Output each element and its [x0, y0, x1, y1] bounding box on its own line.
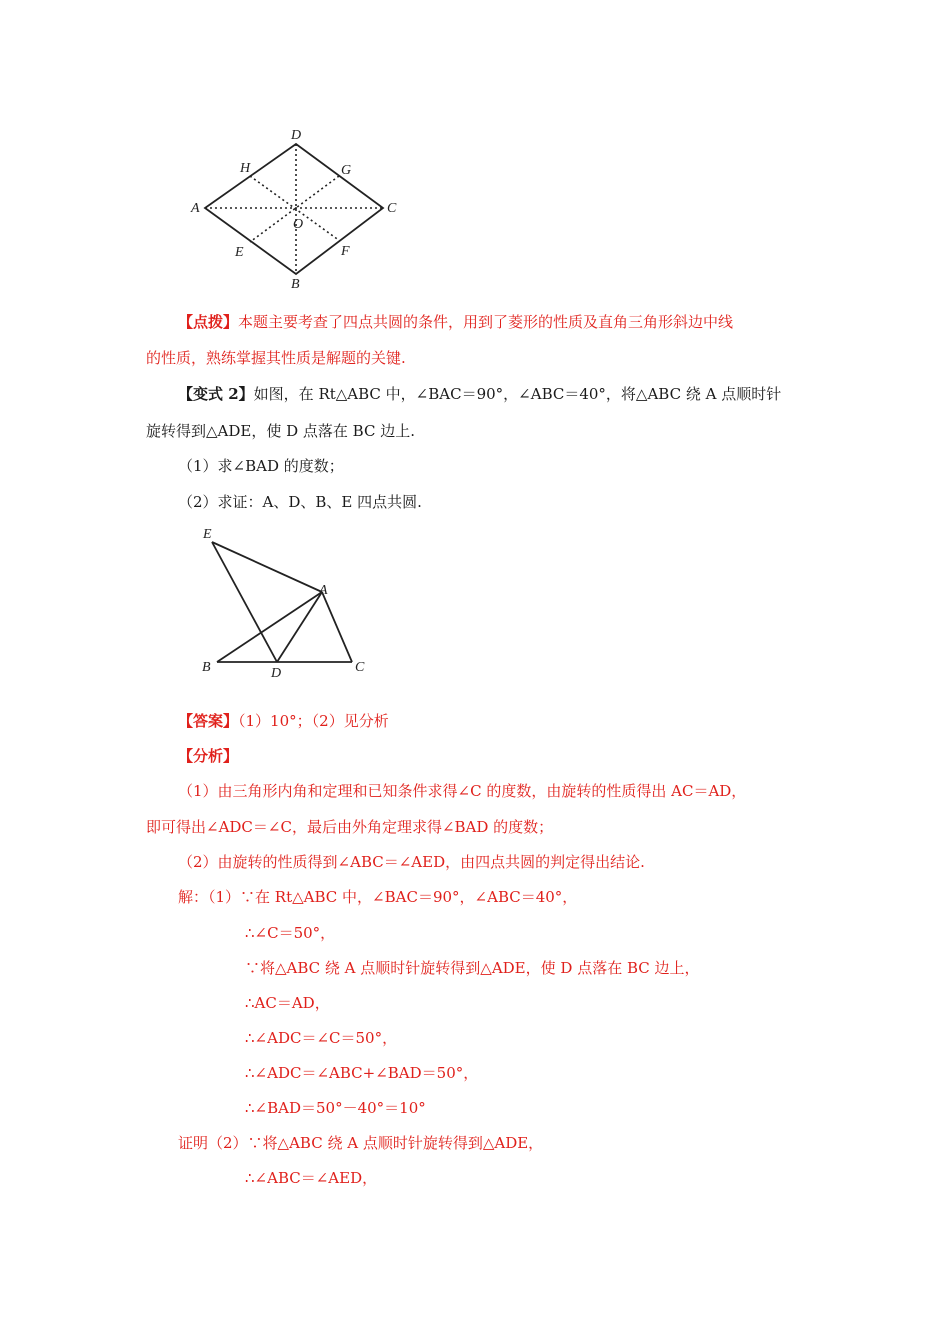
triangle-figure — [195, 522, 380, 684]
segment-AD — [277, 592, 322, 662]
label2-D: D — [271, 666, 282, 681]
proof-line-2: ∴∠ABC＝∠AED， — [245, 1169, 378, 1187]
rhombus-diagonals — [205, 144, 383, 274]
solution-line-1: 解：（1）∵在 Rt△ABC 中，∠BAC＝90°，∠ABC＝40°， — [178, 888, 578, 906]
label-F: F — [341, 244, 350, 259]
proof-line-1: 证明（2）∵将△ABC 绕 A 点顺时针旋转得到△ADE， — [178, 1134, 544, 1152]
label2-A: A — [319, 583, 328, 598]
hint-tag: 【点拨】 — [178, 313, 239, 331]
solution-line-5: ∴∠ADC＝∠C＝50°， — [245, 1029, 398, 1047]
label-G: G — [341, 163, 352, 178]
solution-line-7: ∴∠BAD＝50°－40°＝10° — [245, 1099, 426, 1117]
solution-line-6: ∴∠ADC＝∠ABC+∠BAD＝50°， — [245, 1064, 479, 1082]
question-2: （2）求证：A、D、B、E 四点共圆. — [178, 493, 422, 511]
label-A: A — [191, 201, 200, 216]
variant-text-1: 如图，在 Rt△ABC 中，∠BAC＝90°，∠ABC＝40°，将△ABC 绕 A 点顺时针 — [253, 385, 782, 403]
variant-tag: 【变式 2】 — [178, 385, 254, 403]
label2-C: C — [355, 660, 365, 675]
analysis-line-2: 即可得出∠ADC＝∠C，最后由外角定理求得∠BAD 的度数； — [146, 818, 554, 836]
answer-tag: 【答案】 — [178, 712, 239, 730]
solution-line-2: ∴∠C＝50°， — [245, 924, 336, 942]
segment-EA — [212, 542, 322, 592]
label-E: E — [235, 245, 244, 260]
label-B: B — [291, 277, 300, 292]
hint-text-1: 本题主要考查了四点共圆的条件，用到了菱形的性质及直角三角形斜边中线 — [238, 313, 734, 331]
label-D: D — [291, 128, 302, 143]
label-O: O — [293, 217, 304, 232]
solution-line-4: ∴AC＝AD， — [245, 994, 330, 1012]
label-H: H — [240, 161, 251, 176]
segment-AC — [322, 592, 352, 662]
analysis-line-3: （2）由旋转的性质得到∠ABC＝∠AED，由四点共圆的判定得出结论. — [178, 853, 645, 871]
question-1: （1）求∠BAD 的度数； — [178, 457, 344, 475]
variant-line-2: 旋转得到△ADE，使 D 点落在 BC 边上. — [146, 422, 415, 440]
label2-E: E — [203, 527, 212, 542]
analysis-line-1: （1）由三角形内角和定理和已知条件求得∠C 的度数，由旋转的性质得出 AC＝AD， — [178, 782, 747, 800]
hint-line-1 — [178, 312, 733, 332]
label2-B: B — [202, 660, 211, 675]
label-C: C — [387, 201, 397, 216]
answer-text: （1）10°；（2）见分析 — [238, 712, 389, 730]
answer-line — [178, 711, 389, 731]
analysis-tag: 【分析】 — [178, 747, 239, 765]
variant-line-1 — [178, 384, 781, 404]
segment-BA — [217, 592, 322, 662]
rhombus-figure — [185, 122, 410, 294]
hint-line-2: 的性质，熟练掌握其性质是解题的关键. — [146, 349, 406, 367]
solution-line-3: ∵将△ABC 绕 A 点顺时针旋转得到△ADE，使 D 点落在 BC 边上， — [245, 959, 700, 977]
